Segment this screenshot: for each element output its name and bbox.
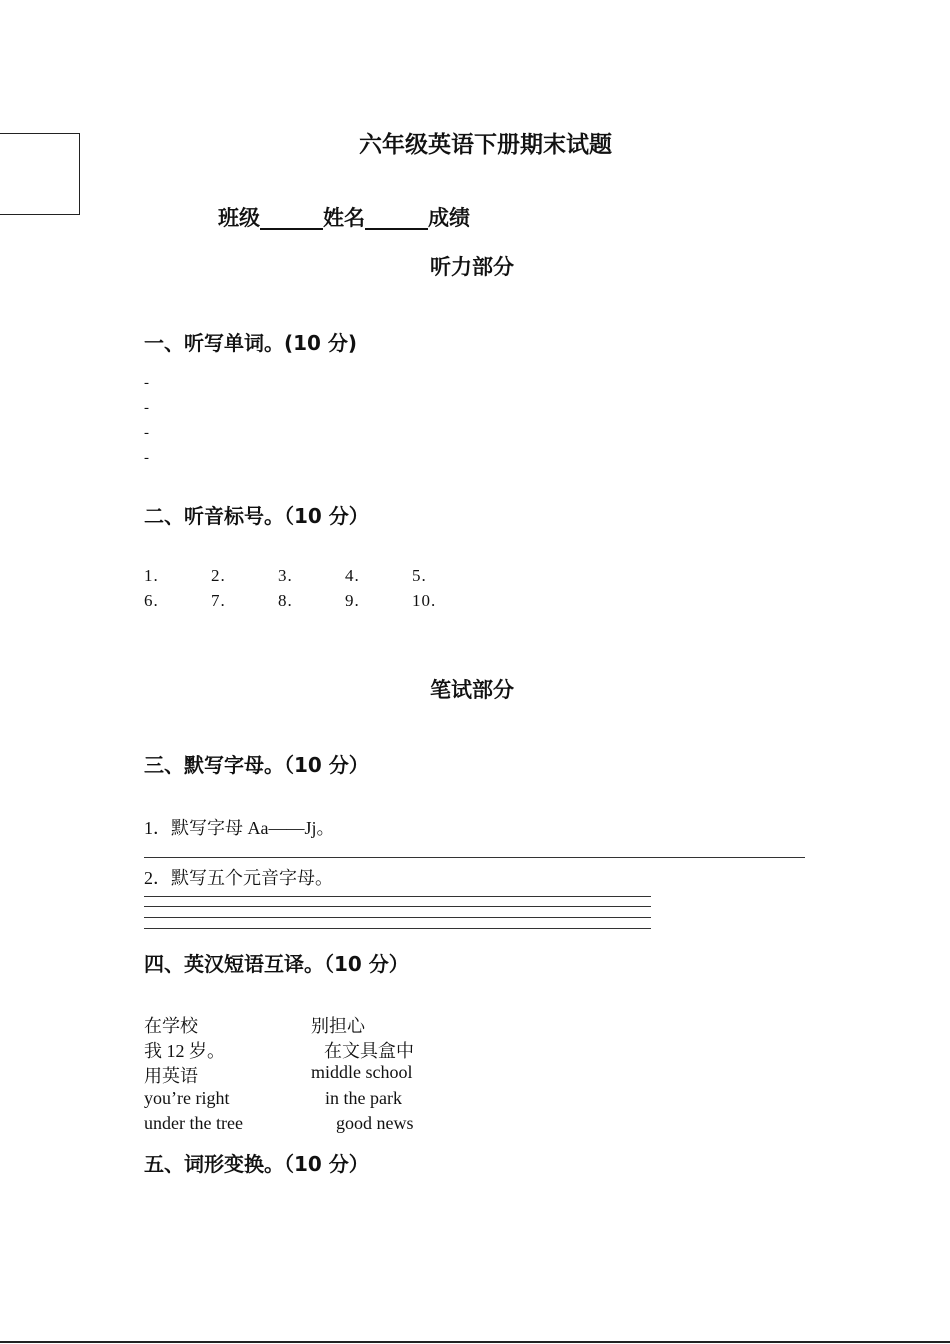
dictation-blank: - — [144, 425, 149, 441]
writing-line — [144, 906, 651, 907]
dictation-blank: - — [144, 400, 149, 416]
student-info-line: 班级______姓名______成绩 — [218, 206, 470, 230]
number-label: 8. — [278, 591, 293, 610]
page-title: 六年级英语下册期末试题 — [359, 132, 612, 158]
phrase-right: middle school — [311, 1062, 413, 1082]
writing-line — [144, 857, 805, 858]
dictation-blank: - — [144, 375, 149, 391]
dictation-blank: - — [144, 450, 149, 466]
number-label: 1. — [144, 566, 159, 585]
number-label: 2. — [211, 566, 226, 585]
q2-heading: 二、听音标号。（10 分） — [144, 504, 369, 528]
number-label: 4. — [345, 566, 360, 585]
number-label: 3. — [278, 566, 293, 585]
phrase-left: 在学校 — [144, 1016, 198, 1036]
q3-item-2: 2．默写五个元音字母。 — [144, 868, 333, 888]
number-label: 10. — [412, 591, 437, 610]
q1-heading: 一、听写单词。(10 分) — [144, 331, 358, 355]
phrase-right: good news — [336, 1113, 414, 1133]
number-label: 6. — [144, 591, 159, 610]
phrase-right: 别担心 — [311, 1016, 365, 1036]
q5-heading: 五、词形变换。（10 分） — [144, 1152, 369, 1176]
written-section-title: 笔试部分 — [430, 678, 514, 702]
listening-section-title: 听力部分 — [430, 255, 514, 279]
number-label: 7. — [211, 591, 226, 610]
writing-line — [144, 917, 651, 918]
phrase-right: in the park — [325, 1088, 402, 1108]
phrase-left: 用英语 — [144, 1066, 198, 1086]
corner-score-box — [0, 133, 80, 215]
phrase-right: 在文具盒中 — [324, 1041, 414, 1061]
q4-heading: 四、英汉短语互译。（10 分） — [144, 952, 409, 976]
phrase-left: you’re right — [144, 1088, 230, 1108]
phrase-left: 我 12 岁。 — [144, 1041, 225, 1061]
phrase-left: under the tree — [144, 1113, 243, 1133]
number-label: 5. — [412, 566, 427, 585]
writing-line — [144, 896, 651, 897]
page-bottom-edge — [0, 1341, 950, 1343]
writing-line — [144, 928, 651, 929]
q3-heading: 三、默写字母。（10 分） — [144, 753, 369, 777]
q3-item-1: 1．默写字母 Aa——Jj。 — [144, 818, 335, 838]
number-label: 9. — [345, 591, 360, 610]
